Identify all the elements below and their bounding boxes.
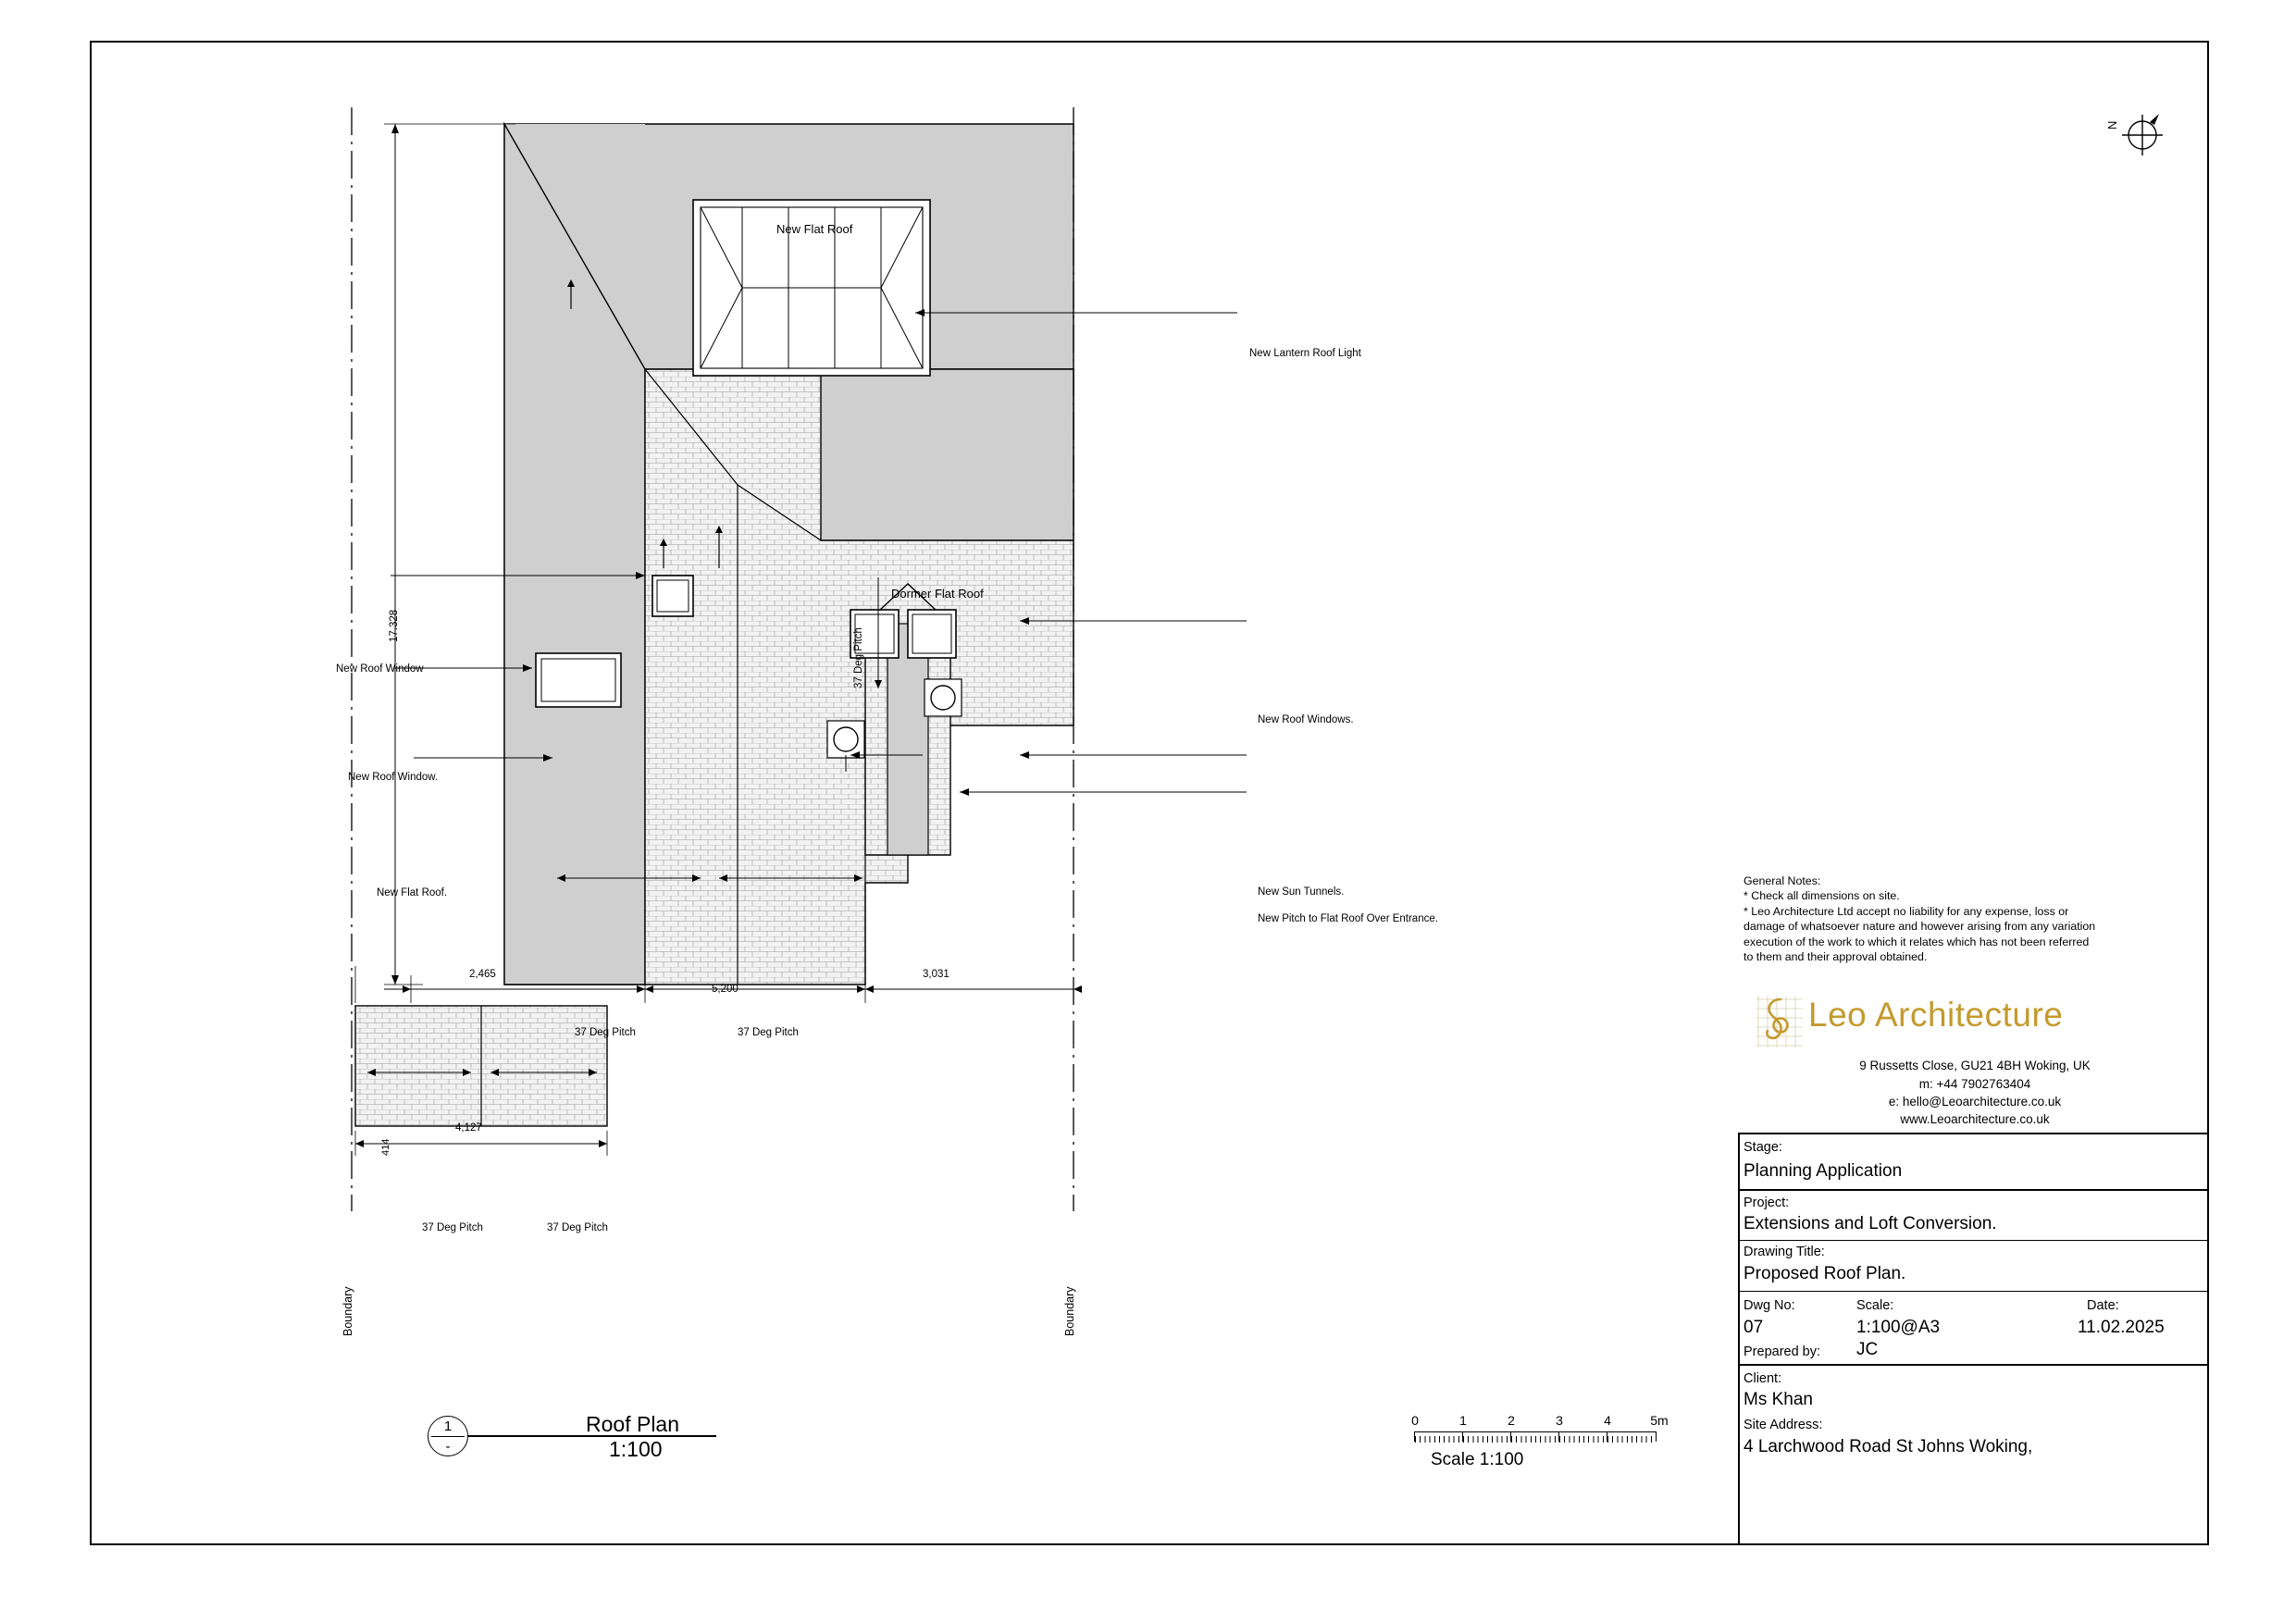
drawing-title-value: Proposed Roof Plan.	[1744, 1264, 1906, 1283]
company-website: www.Leoarchitecture.co.uk	[1900, 1112, 2050, 1126]
north-arrow	[2096, 111, 2170, 167]
dim-3031: 3,031	[923, 969, 949, 980]
label-boundary-left: Boundary	[341, 1286, 354, 1336]
label-new-pitch-to-flat-roof: New Pitch to Flat Roof Over Entrance.	[1258, 913, 1438, 924]
notes-line-1: * Leo Architecture Ltd accept no liability for any expense, loss or	[1744, 904, 2069, 918]
notes-heading: General Notes:	[1744, 874, 1821, 887]
date-value: 11.02.2025	[2078, 1318, 2165, 1337]
drawing-title-label: Drawing Title:	[1744, 1245, 1825, 1259]
stage-value: Planning Application	[1744, 1161, 1903, 1181]
tb-divider-5	[1738, 1364, 2209, 1366]
label-boundary-right: Boundary	[1063, 1286, 1076, 1336]
date-label: Date:	[2087, 1298, 2119, 1313]
general-notes	[1744, 873, 2206, 964]
company-name: Leo Architecture	[1808, 996, 2064, 1034]
label-pitch-e: 37 Deg Pitch	[853, 627, 864, 688]
client-value: Ms Khan	[1744, 1390, 1813, 1409]
label-dormer-flat-roof: Dormer Flat Roof	[891, 587, 984, 601]
tb-divider-2	[1738, 1189, 2209, 1191]
scale-tick-4: 4	[1604, 1413, 1611, 1428]
notes-line-3: execution of the work to which it relates which has not been referred	[1744, 935, 2090, 948]
label-new-lantern-roof-light: New Lantern Roof Light	[1249, 348, 1361, 359]
label-pitch-b: 37 Deg Pitch	[738, 1027, 799, 1038]
label-new-roof-windows: New Roof Windows.	[1258, 714, 1354, 725]
label-new-sun-tunnels: New Sun Tunnels.	[1258, 886, 1345, 898]
scale-tick-5: 5m	[1650, 1413, 1669, 1428]
north-letter: N	[2105, 120, 2119, 130]
notes-line-0: * Check all dimensions on site.	[1744, 889, 1900, 903]
scale-tick-1: 1	[1459, 1413, 1467, 1428]
scale-bar	[1405, 1411, 1701, 1485]
label-pitch-a: 37 Deg Pitch	[575, 1027, 636, 1038]
dim-small-left: 414	[380, 1138, 391, 1156]
tb-divider-3	[1738, 1240, 2209, 1241]
label-pitch-c: 37 Deg Pitch	[422, 1222, 483, 1233]
label-new-roof-window-1: New Roof Window	[336, 663, 424, 675]
drawing-key-divider	[431, 1436, 465, 1437]
drawing-title-text: Roof Plan	[586, 1412, 680, 1436]
prepared-by-label: Prepared by:	[1744, 1344, 1821, 1359]
label-new-roof-window-2: New Roof Window.	[348, 772, 439, 783]
drawing-scale-text: 1:100	[609, 1437, 663, 1461]
scale-tick-3: 3	[1556, 1413, 1563, 1428]
dim-2465: 2,465	[469, 969, 496, 980]
scale-tick-2: 2	[1508, 1413, 1515, 1428]
dim-5200: 5,200	[712, 984, 738, 995]
label-new-flat-roof-top: New Flat Roof	[776, 222, 853, 236]
project-label: Project:	[1744, 1196, 1790, 1210]
dim-4127: 4,127	[455, 1122, 482, 1134]
scale-tick-0: 0	[1411, 1413, 1419, 1428]
roof-plan-geometry	[90, 41, 1709, 1545]
tb-left-edge	[1738, 1133, 1740, 1545]
stage-label: Stage:	[1744, 1140, 1782, 1155]
scale-bar-hatch	[1415, 1436, 1656, 1443]
scale-label: Scale:	[1856, 1298, 1894, 1313]
notes-line-4: to them and their approval obtained.	[1744, 949, 1928, 963]
drawing-key-circle	[428, 1416, 468, 1456]
dwg-no-value: 07	[1744, 1318, 1764, 1337]
dwg-no-label: Dwg No:	[1744, 1298, 1795, 1313]
label-pitch-d: 37 Deg Pitch	[547, 1222, 608, 1233]
company-mobile: m: +44 7902763404	[1918, 1077, 2031, 1091]
project-value: Extensions and Loft Conversion.	[1744, 1214, 1997, 1233]
site-address-label: Site Address:	[1744, 1418, 1823, 1432]
drawing-key-dash: -	[445, 1439, 451, 1455]
site-address-value: 4 Larchwood Road St Johns Woking,	[1744, 1437, 2033, 1456]
scale-value: 1:100@A3	[1856, 1318, 1941, 1337]
roof-plan-drawing	[90, 41, 1709, 1545]
scale-bar-caption: Scale 1:100	[1431, 1450, 1524, 1469]
company-address: 9 Russetts Close, GU21 4BH Woking, UK	[1859, 1059, 2091, 1072]
company-email: e: hello@Leoarchitecture.co.uk	[1888, 1095, 2062, 1109]
tb-divider-4	[1738, 1291, 2209, 1292]
drawing-key-number: 1	[443, 1419, 453, 1434]
leo-architecture-logo-icon	[1753, 994, 1806, 1049]
label-new-flat-roof-left: New Flat Roof.	[377, 887, 448, 898]
dim-vertical-left: 17.328	[389, 609, 400, 642]
client-label: Client:	[1744, 1371, 1782, 1386]
notes-line-2: damage of whatsoever nature and however arising from any variation	[1744, 920, 2096, 934]
tb-divider-1	[1738, 1133, 2209, 1134]
company-logo	[1744, 997, 2206, 1053]
prepared-by-value: JC	[1856, 1340, 1879, 1359]
